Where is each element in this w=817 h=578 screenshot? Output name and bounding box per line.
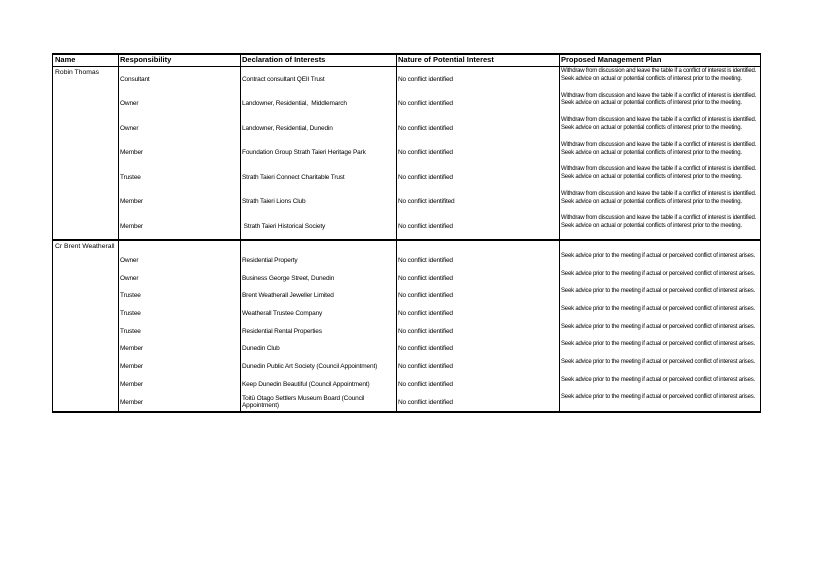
cell-responsibility: Member bbox=[120, 363, 143, 371]
table-section bbox=[53, 67, 760, 239]
cell-declaration: Weatherall Trustee Company bbox=[242, 310, 323, 318]
cell-plan: Seek advice prior to the meeting if actual or perceived conflict of interest arises. bbox=[561, 288, 755, 295]
cell-responsibility: Consultant bbox=[120, 75, 150, 83]
cell-plan: Withdraw from discussion and leave the table if a conflict of interest is identified. Seek advice on actual or potential conflicts of interest prior to the meeting. bbox=[561, 166, 760, 181]
cell-nature: No conflict identified bbox=[398, 173, 453, 181]
cell-plan: Seek advice prior to the meeting if actual or perceived conflict of interest arises. bbox=[561, 376, 755, 383]
table-row bbox=[53, 270, 760, 288]
table-sections bbox=[53, 67, 760, 411]
interests-register-table bbox=[52, 53, 761, 413]
cell-name-spacer bbox=[53, 92, 118, 117]
cell-declaration: Contract consultant QEII Trust bbox=[242, 75, 325, 83]
cell-plan: Withdraw from discussion and leave the table if a conflict of interest is identified. Seek advice on actual or potential conflicts of interest prior to the meeting. bbox=[561, 190, 760, 205]
cell-declaration: Toitū Otago Settlers Museum Board (Council Appointment) bbox=[242, 394, 366, 410]
cell-plan: Seek advice prior to the meeting if actual or perceived conflict of interest arises. bbox=[561, 394, 755, 401]
cell-declaration: Strath Taieri Connect Charitable Trust bbox=[242, 173, 345, 181]
cell-responsibility: Member bbox=[120, 380, 143, 388]
person-name: Cr Brent Weatherall bbox=[55, 242, 115, 250]
column-divider bbox=[559, 55, 560, 411]
cell-responsibility: Member bbox=[120, 149, 143, 157]
cell-plan: Seek advice prior to the meeting if actual or perceived conflict of interest arises. bbox=[561, 359, 755, 366]
cell-name-spacer bbox=[53, 376, 118, 394]
cell-nature: No conflict identifited bbox=[398, 198, 455, 206]
cell-name-spacer bbox=[53, 393, 118, 411]
cell-nature: No conflict identified bbox=[398, 75, 453, 83]
cell-name-spacer bbox=[53, 214, 118, 239]
column-header-plan: Proposed Management Plan bbox=[561, 55, 662, 64]
cell-nature: No conflict identified bbox=[398, 380, 453, 388]
cell-declaration: Landowner, Residential, Middlemarch bbox=[242, 100, 347, 108]
cell-responsibility: Member bbox=[120, 398, 143, 406]
column-header-name: Name bbox=[55, 55, 76, 64]
cell-plan: Seek advice prior to the meeting if actual or perceived conflict of interest arises. bbox=[561, 306, 755, 312]
table-row bbox=[53, 190, 760, 215]
table-row bbox=[53, 340, 760, 358]
cell-nature: No conflict identified bbox=[398, 149, 453, 157]
cell-responsibility: Trustee bbox=[120, 310, 141, 318]
table-row bbox=[53, 287, 760, 305]
cell-nature: No conflict identified bbox=[398, 100, 453, 108]
column-divider bbox=[118, 55, 119, 411]
cell-declaration: Keep Dunedin Beautiful (Council Appointment) bbox=[242, 380, 370, 388]
cell-plan: Seek advice prior to the meeting if actual or perceived conflict of interest arises. bbox=[561, 252, 755, 259]
column-divider bbox=[396, 55, 397, 411]
table-row bbox=[53, 92, 760, 117]
cell-nature: No conflict identified bbox=[398, 274, 453, 282]
cell-declaration: Dunedin Club bbox=[242, 345, 280, 353]
cell-responsibility: Owner bbox=[120, 274, 139, 282]
table-row bbox=[53, 165, 760, 190]
table-row bbox=[53, 358, 760, 376]
cell-plan: Withdraw from discussion and leave the table if a conflict of interest is identified. Seek advice on actual or potential conflicts of interest prior to the meeting. bbox=[561, 117, 760, 132]
cell-plan: Withdraw from discussion and leave the table if a conflict of interest is identified. Seek advice on actual or potential conflicts of interest prior to the meeting. bbox=[561, 92, 760, 107]
table-row bbox=[53, 252, 760, 270]
cell-plan: Seek advice prior to the meeting if actual or perceived conflict of interest arises. bbox=[561, 270, 755, 277]
cell-name-spacer bbox=[53, 323, 118, 341]
cell-name-spacer bbox=[53, 287, 118, 305]
person-name: Robin Thomas bbox=[55, 69, 100, 76]
cell-plan: Seek advice prior to the meeting if actual or perceived conflict of interest arises. bbox=[561, 341, 755, 348]
column-header-nature: Nature of Potential Interest bbox=[398, 55, 494, 64]
table-row bbox=[53, 305, 760, 323]
cell-responsibility: Member bbox=[120, 345, 143, 353]
cell-declaration: Dunedin Public Art Society (Council Appointment) bbox=[242, 363, 378, 371]
cell-declaration: Landowner, Residential, Dunedin bbox=[242, 124, 333, 132]
cell-name-spacer bbox=[53, 358, 118, 376]
cell-plan: Seek advice prior to the meeting if actual or perceived conflict of interest arises. bbox=[561, 323, 755, 330]
cell-declaration: Residential Property bbox=[242, 257, 298, 265]
table-row bbox=[53, 376, 760, 394]
cell-name-spacer bbox=[53, 270, 118, 288]
cell-nature: No conflict identified bbox=[398, 398, 453, 406]
cell-declaration: Strath Taieri Lions Club bbox=[242, 198, 306, 206]
table-header-row bbox=[53, 55, 760, 67]
column-header-declaration: Declaration of Interests bbox=[242, 55, 326, 64]
table-row bbox=[53, 323, 760, 341]
cell-declaration: Residential Rental Properties bbox=[242, 327, 322, 335]
cell-nature: No conflict identified bbox=[398, 310, 453, 318]
cell-plan: Withdraw from discussion and leave the table if a conflict of interest is identified. Seek advice on actual or potential conflicts of interest prior to the meeting. bbox=[561, 141, 760, 156]
cell-name-spacer bbox=[53, 141, 118, 166]
table-row bbox=[53, 141, 760, 166]
cell-plan: Withdraw from discussion and leave the table if a conflict of interest is identified. Seek advice on actual or potential conflicts of interest prior to the meeting. bbox=[561, 215, 760, 230]
cell-responsibility: Trustee bbox=[120, 292, 141, 300]
cell-responsibility: Owner bbox=[120, 124, 139, 132]
cell-responsibility: Member bbox=[120, 198, 143, 206]
cell-name-spacer bbox=[53, 165, 118, 190]
cell-declaration: Foundation Group Strath Taieri Heritage Park bbox=[242, 149, 366, 157]
cell-nature: No conflict identified bbox=[398, 257, 453, 265]
cell-plan: Withdraw from discussion and leave the table if a conflict of interest is identified. Seek advice on actual or potential conflicts of interest prior to the meeting. bbox=[561, 68, 760, 82]
column-divider bbox=[240, 55, 241, 411]
cell-declaration: Brent Weatherall Jeweller Limited bbox=[242, 292, 334, 300]
cell-responsibility: Member bbox=[120, 222, 143, 230]
cell-nature: No conflict identified bbox=[398, 327, 453, 335]
table-row bbox=[53, 393, 760, 411]
cell-responsibility: Owner bbox=[120, 257, 139, 265]
cell-nature: No conflict identified bbox=[398, 345, 453, 353]
cell-name-spacer bbox=[53, 116, 118, 141]
cell-nature: No conflict identified bbox=[398, 292, 453, 300]
table-section bbox=[53, 239, 760, 411]
cell-responsibility: Owner bbox=[120, 100, 139, 108]
cell-name-spacer bbox=[53, 305, 118, 323]
cell-name-spacer bbox=[53, 340, 118, 358]
cell-nature: No conflict identified bbox=[398, 124, 453, 132]
column-header-responsibility: Responsibility bbox=[120, 55, 172, 64]
cell-responsibility: Trustee bbox=[120, 173, 141, 181]
cell-declaration: Business George Street, Dunedin bbox=[242, 274, 335, 282]
cell-declaration: Strath Taieri Historical Society bbox=[242, 222, 326, 230]
cell-nature: No conflict identified bbox=[398, 222, 453, 230]
cell-name-spacer bbox=[53, 190, 118, 215]
cell-responsibility: Trustee bbox=[120, 327, 141, 335]
table-row bbox=[53, 116, 760, 141]
table-row bbox=[53, 214, 760, 239]
cell-name-spacer bbox=[53, 252, 118, 270]
cell-nature: No conflict identified bbox=[398, 363, 453, 371]
table-row bbox=[53, 67, 760, 92]
